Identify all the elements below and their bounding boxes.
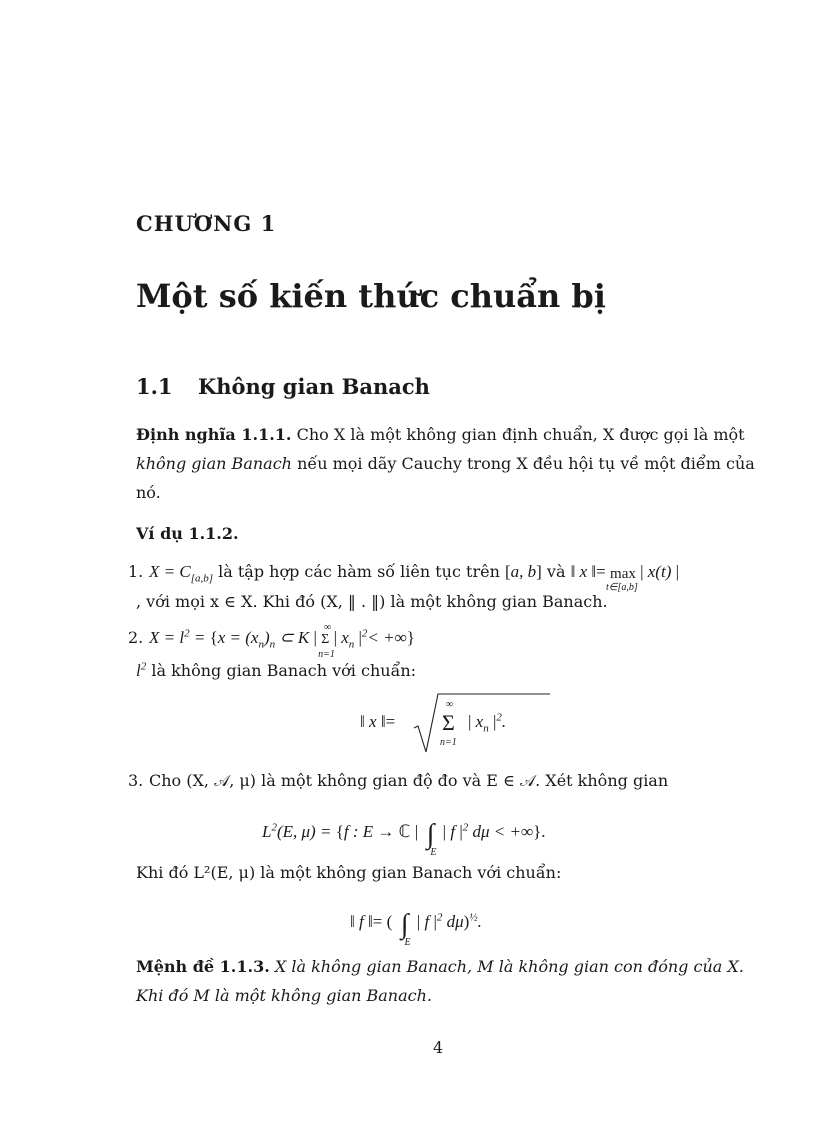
item1-number: 1.: [128, 562, 144, 581]
proposition-line-1: [136, 957, 744, 977]
item2-text: là không gian Banach với chuẩn:: [151, 661, 417, 680]
item3-line-2: Khi đó L²(E, μ) là một không gian Banach với chuẩn:: [136, 863, 562, 882]
item3-line-1: Cho (X, 𝒜, μ) là một không gian độ đo và E ∈ 𝒜. Xét không gian: [149, 771, 669, 790]
formula-l2-symbol: $l^2$: [136, 660, 147, 680]
item1-text-a: là tập hợp các hàm số liên tục trên: [218, 562, 500, 581]
integral-sign-2: ∫ E: [400, 909, 411, 948]
definition-text-2: nếu mọi dãy Cauchy trong X đều hội tụ về một điểm của: [297, 454, 755, 473]
proposition-text-1: X là không gian Banach, M là không gian con đóng của X.: [274, 957, 744, 976]
chapter-label: CHƯƠNG 1: [136, 211, 277, 236]
item2-line-2: [136, 661, 416, 681]
page-number: 4: [433, 1038, 444, 1057]
definition-line-3: nó.: [136, 483, 161, 502]
item2-number: 2.: [128, 628, 144, 647]
formula-l2-set: $X = l^2 = \{x = (x_n)_n$ ⊂ K | ∞ Σ n=1 | $x_n$ $|^2<$ +∞}: [149, 622, 415, 661]
item1-text-b: và: [546, 562, 566, 581]
formula-x-equals-c: $X = C_{[a,b]}$: [149, 562, 214, 585]
definition-line-1: [136, 425, 745, 445]
definition-label: Định nghĩa 1.1.1.: [136, 425, 292, 444]
item2-line-1: [149, 622, 415, 661]
example-label: Ví dụ 1.1.2.: [136, 524, 239, 543]
proposition-label: Mệnh đề 1.1.3.: [136, 957, 270, 976]
definition-text-1: Cho X là một không gian định chuẩn, X được gọi là một: [296, 425, 745, 444]
sum-operator: ∞ Σ n=1: [318, 622, 335, 661]
integral-sign: ∫ E: [426, 819, 437, 858]
item3-number: 3.: [128, 771, 144, 790]
formula-interval: [a, b]: [504, 562, 542, 581]
max-operator: max t∈[a,b]: [606, 565, 638, 593]
formula-l2-norm: ‖ x ‖= ∞ Σ n=1 | $x_n$ $|^2$.: [360, 700, 395, 720]
section-title: Không gian Banach: [198, 374, 430, 399]
formula-L2-norm: ‖ f ‖= ( ∫ E | f $|^2$ dμ)$^{\frac{1}{2}}$.: [350, 909, 482, 948]
item1-line-1: [149, 562, 680, 593]
section-number: 1.1: [136, 374, 173, 399]
item1-line-2: , với mọi x ∈ X. Khi đó (X, ‖ . ‖) là một không gian Banach.: [136, 592, 608, 611]
proposition-line-2: Khi đó M là một không gian Banach.: [136, 986, 432, 1005]
formula-L2-space: $L^2(E$, μ) = {f : E → ℂ | ∫ E | f $|^2$ dμ < +∞}.: [262, 819, 546, 858]
chapter-title: Một số kiến thức chuẩn bị: [136, 277, 606, 315]
formula-sup-norm: ‖ x ‖= max t∈[a,b] | x(t) |: [570, 562, 680, 593]
definition-line-2: [136, 454, 755, 474]
definition-term: không gian Banach: [136, 454, 292, 473]
